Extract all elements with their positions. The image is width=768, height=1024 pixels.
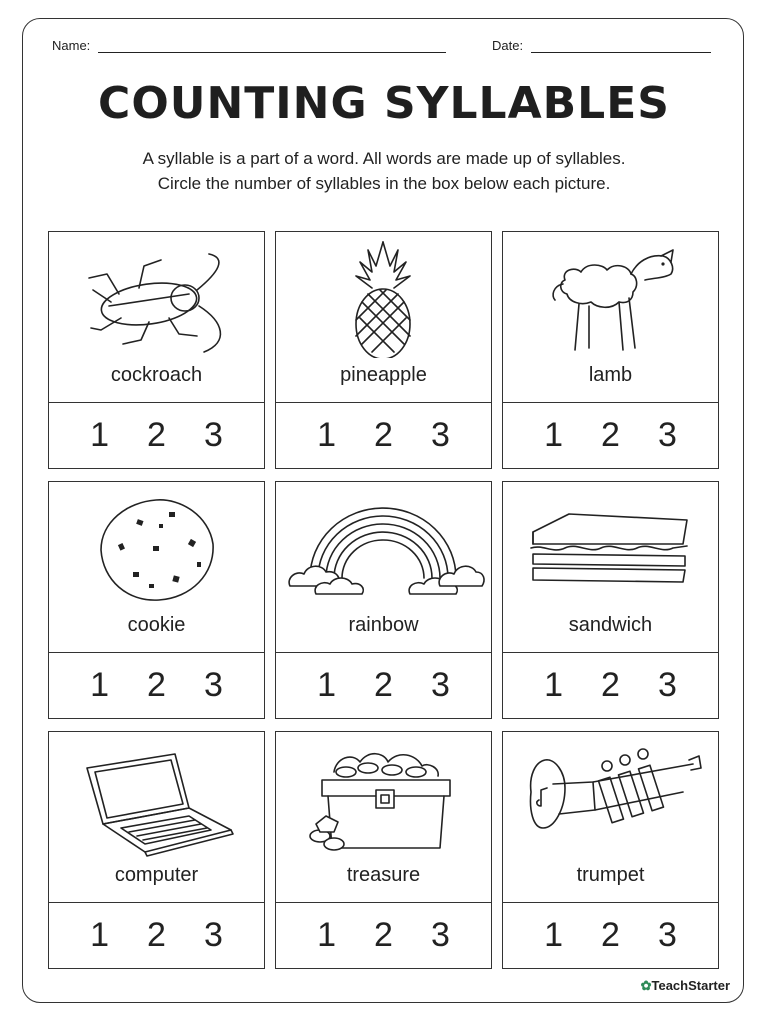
card-word: treasure: [346, 864, 421, 886]
option-3[interactable]: 3: [430, 666, 450, 704]
syllable-options: [49, 652, 264, 718]
card-word: cockroach: [110, 364, 203, 386]
option-3[interactable]: 3: [203, 416, 223, 454]
cookie-icon: [49, 482, 263, 608]
syllable-options: [276, 902, 491, 968]
card-word: computer: [114, 864, 199, 886]
option-2[interactable]: 2: [147, 416, 166, 454]
option-1[interactable]: 1: [317, 916, 337, 954]
card-word: cookie: [127, 614, 186, 636]
card-sandwich: [502, 481, 719, 719]
card-cookie: [48, 481, 265, 719]
page-title: COUNTING SYLLABLES: [98, 78, 670, 129]
cockroach-icon: [49, 232, 263, 358]
instructions-line-1: A syllable is a part of a word. All words are made up of syllables.: [142, 149, 626, 168]
syllable-options: [49, 402, 264, 468]
instructions-line-2: Circle the number of syllables in the box below each picture.: [157, 174, 611, 193]
trumpet-icon: [503, 732, 717, 858]
date-field[interactable]: [492, 38, 711, 53]
option-2[interactable]: 2: [147, 916, 166, 954]
card-word: trumpet: [576, 864, 645, 886]
option-1[interactable]: 1: [544, 416, 564, 454]
brand-name: TeachStarter: [651, 978, 730, 993]
option-2[interactable]: 2: [374, 666, 393, 704]
option-3[interactable]: 3: [657, 416, 677, 454]
option-2[interactable]: 2: [601, 666, 620, 704]
option-3[interactable]: 3: [657, 916, 677, 954]
card-computer: [48, 731, 265, 969]
option-2[interactable]: 2: [374, 916, 393, 954]
syllable-options: [503, 402, 718, 468]
syllable-options: [276, 402, 491, 468]
option-3[interactable]: 3: [430, 416, 450, 454]
card-lamb: [502, 231, 719, 469]
syllable-options: [503, 652, 718, 718]
card-trumpet: [502, 731, 719, 969]
option-1[interactable]: 1: [90, 916, 110, 954]
header-row: [52, 38, 716, 58]
date-line[interactable]: [531, 39, 711, 53]
option-1[interactable]: 1: [544, 916, 564, 954]
syllable-options: [276, 652, 491, 718]
option-1[interactable]: 1: [544, 666, 564, 704]
name-field[interactable]: [52, 38, 446, 53]
syllable-grid: [48, 231, 720, 971]
date-label: Date:: [492, 38, 524, 53]
lamb-icon: [503, 232, 717, 358]
option-1[interactable]: 1: [317, 666, 337, 704]
name-line[interactable]: [98, 39, 446, 53]
card-rainbow: [275, 481, 492, 719]
leaf-icon: ✿: [640, 978, 652, 993]
card-word: lamb: [588, 364, 633, 386]
option-2[interactable]: 2: [147, 666, 166, 704]
card-word: sandwich: [568, 614, 653, 636]
option-3[interactable]: 3: [203, 666, 223, 704]
sandwich-icon: [503, 482, 717, 608]
option-1[interactable]: 1: [90, 666, 110, 704]
option-3[interactable]: 3: [657, 666, 677, 704]
option-2[interactable]: 2: [601, 416, 620, 454]
laptop-icon: [49, 732, 263, 858]
brand-logo: [641, 978, 730, 994]
pineapple-icon: [276, 232, 490, 358]
syllable-options: [503, 902, 718, 968]
card-treasure: [275, 731, 492, 969]
option-2[interactable]: 2: [374, 416, 393, 454]
option-1[interactable]: 1: [317, 416, 337, 454]
card-word: rainbow: [348, 614, 419, 636]
option-3[interactable]: 3: [430, 916, 450, 954]
option-3[interactable]: 3: [203, 916, 223, 954]
option-2[interactable]: 2: [601, 916, 620, 954]
rainbow-icon: [276, 482, 490, 608]
card-word: pineapple: [340, 364, 427, 386]
card-pineapple: [275, 231, 492, 469]
treasure-chest-icon: [276, 732, 490, 858]
syllable-options: [49, 902, 264, 968]
option-1[interactable]: 1: [90, 416, 110, 454]
instructions: [0, 146, 768, 196]
card-cockroach: [48, 231, 265, 469]
name-label: Name:: [52, 38, 91, 53]
